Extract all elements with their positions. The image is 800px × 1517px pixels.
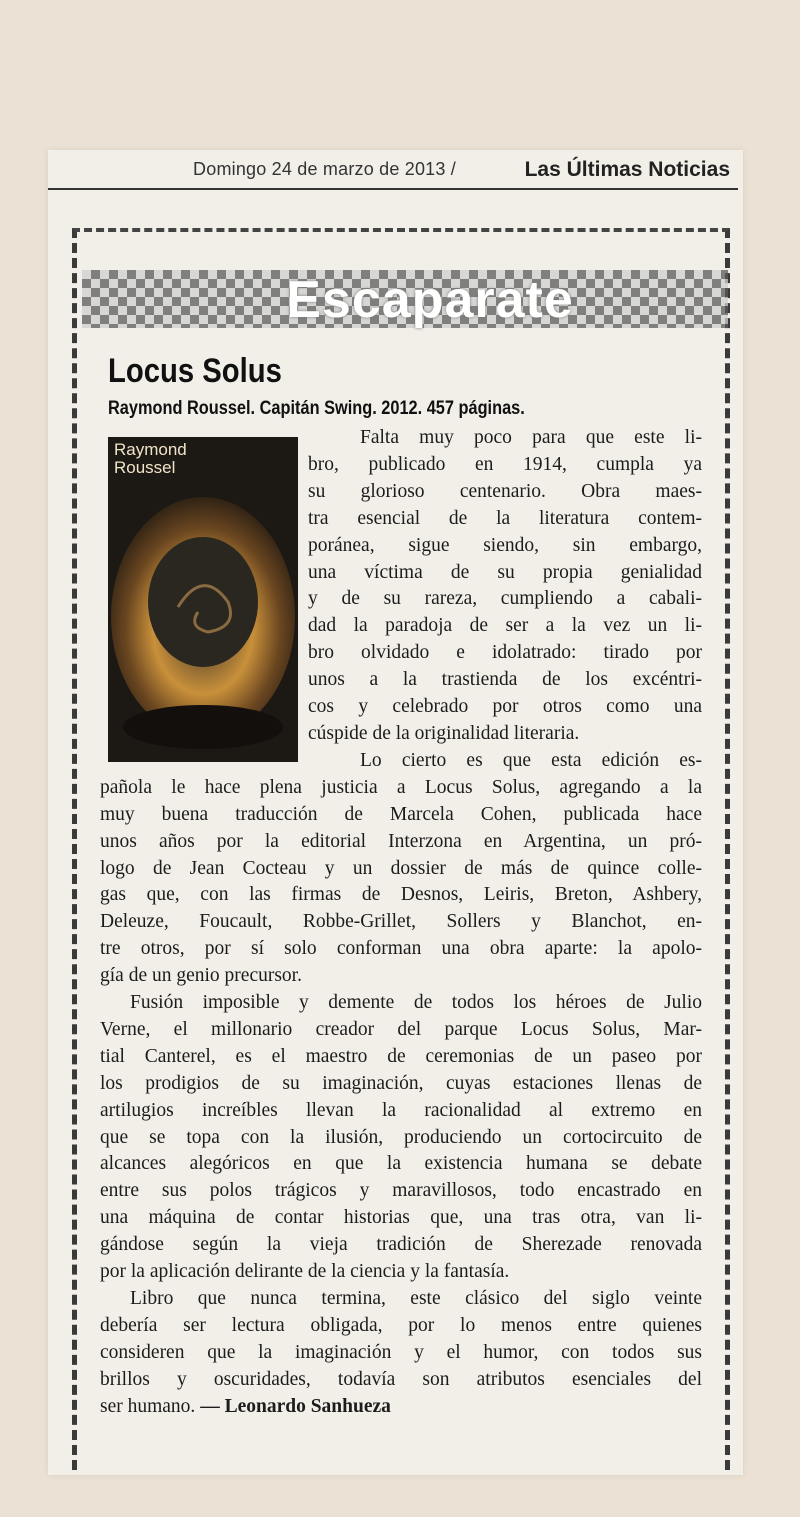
text-line: y de su rareza, cumpliendo a cabali- — [308, 588, 702, 610]
text-line: una víctima de su propia genialidad — [308, 561, 702, 583]
text-line: tra esencial de la literatura contem- — [308, 507, 702, 529]
text-line: debería ser lectura obligada, por lo menos entre quienes — [100, 1314, 702, 1336]
text-line: brillos y oscuridades, todavía son atributos esenciales del — [100, 1368, 702, 1390]
text-line: gándose según la vieja tradición de Sherezade renovada — [100, 1234, 702, 1256]
text-line: gía de un genio precursor. — [100, 965, 302, 987]
paragraph-4 — [100, 1286, 702, 1421]
text-line: su glorioso centenario. Obra maes- — [308, 480, 702, 502]
paragraph-2 — [100, 748, 702, 990]
text-line: poránea, sigue siendo, sin embargo, — [308, 534, 702, 556]
text-line: los prodigios de su imaginación, cuyas estaciones llenas de — [100, 1072, 702, 1094]
text-line: Libro que nunca termina, este clásico del siglo veinte — [130, 1288, 702, 1309]
text-line: Fusión imposible y demente de todos los héroes de Julio — [130, 992, 702, 1014]
text-line: logo de Jean Cocteau y un dossier de más de quince colle- — [100, 857, 702, 879]
text-line: por la aplicación delirante de la ciencia y la fantasía. — [100, 1261, 510, 1283]
text-line: gas que, con las firmas de Desnos, Leiris, Breton, Ashbery, — [100, 884, 702, 906]
text-line: pañola le hace plena justicia a Locus Solus, agregando a la — [100, 776, 702, 798]
cover-author: Raymond Roussel — [114, 440, 187, 477]
text-line: una máquina de contar historias que, una tras otra, van li- — [100, 1207, 702, 1229]
text-line: dad la paradoja de ser a la vez un li- — [308, 615, 702, 637]
text-line: bro olvidado e idolatrado: tirado por — [308, 642, 702, 664]
text-line: tre otros, por sí solo conforman una obra aparte: la apolo- — [100, 938, 702, 960]
article-body — [100, 425, 702, 1421]
text-line: alcances alegóricos en que la existencia humana se debate — [100, 1153, 702, 1175]
text-line: artilugios increíbles llevan la racionalidad al extremo en — [100, 1099, 702, 1121]
text-line: tial Canterel, es el maestro de ceremonias de un paseo por — [100, 1045, 702, 1067]
text-line: unos años por la editorial Interzona en Argentina, un pró- — [100, 830, 702, 852]
text-line: muy buena traducción de Marcela Cohen, publicada hace — [100, 803, 702, 825]
text-line: Lo cierto es que esta edición es- — [360, 749, 702, 771]
paragraph-1 — [308, 425, 702, 748]
text-line: cúspide de la originalidad literaria. — [308, 722, 580, 744]
text-line: Deleuze, Foucault, Robbe-Grillet, Sollers y Blanchot, en- — [100, 911, 702, 933]
paragraph-3 — [100, 990, 702, 1286]
text-line — [100, 1394, 702, 1421]
text-line: que se topa con la ilusión, produciendo un cortocircuito de — [100, 1126, 702, 1148]
newspaper-name: Las Últimas Noticias — [524, 158, 730, 181]
masthead — [48, 150, 738, 190]
text-line: entre sus polos trágicos y maravillosos, todo encastrado en — [100, 1180, 702, 1202]
book-info: Raymond Roussel. Capitán Swing. 2012. 457 páginas. — [108, 398, 525, 419]
text-line: unos a la trastienda de los excéntri- — [308, 669, 702, 691]
section-title: Escaparate — [286, 271, 574, 329]
book-title: Locus Solus — [108, 352, 282, 390]
publication-date: Domingo 24 de marzo de 2013 / — [193, 159, 456, 179]
text-line-end: ser humano. — [100, 1395, 196, 1417]
author-signature: — Leonardo Sanhueza — [200, 1395, 391, 1417]
text-line: bro, publicado en 1914, cumpla ya — [308, 453, 702, 475]
text-line: cos y celebrado por otros como una — [308, 696, 702, 718]
text-line: consideren que la imaginación y el humor, con todos sus — [100, 1341, 702, 1363]
text-line: Verne, el millonario creador del parque Locus Solus, Mar- — [100, 1018, 702, 1040]
text-line: Falta muy poco para que este li- — [360, 427, 702, 448]
